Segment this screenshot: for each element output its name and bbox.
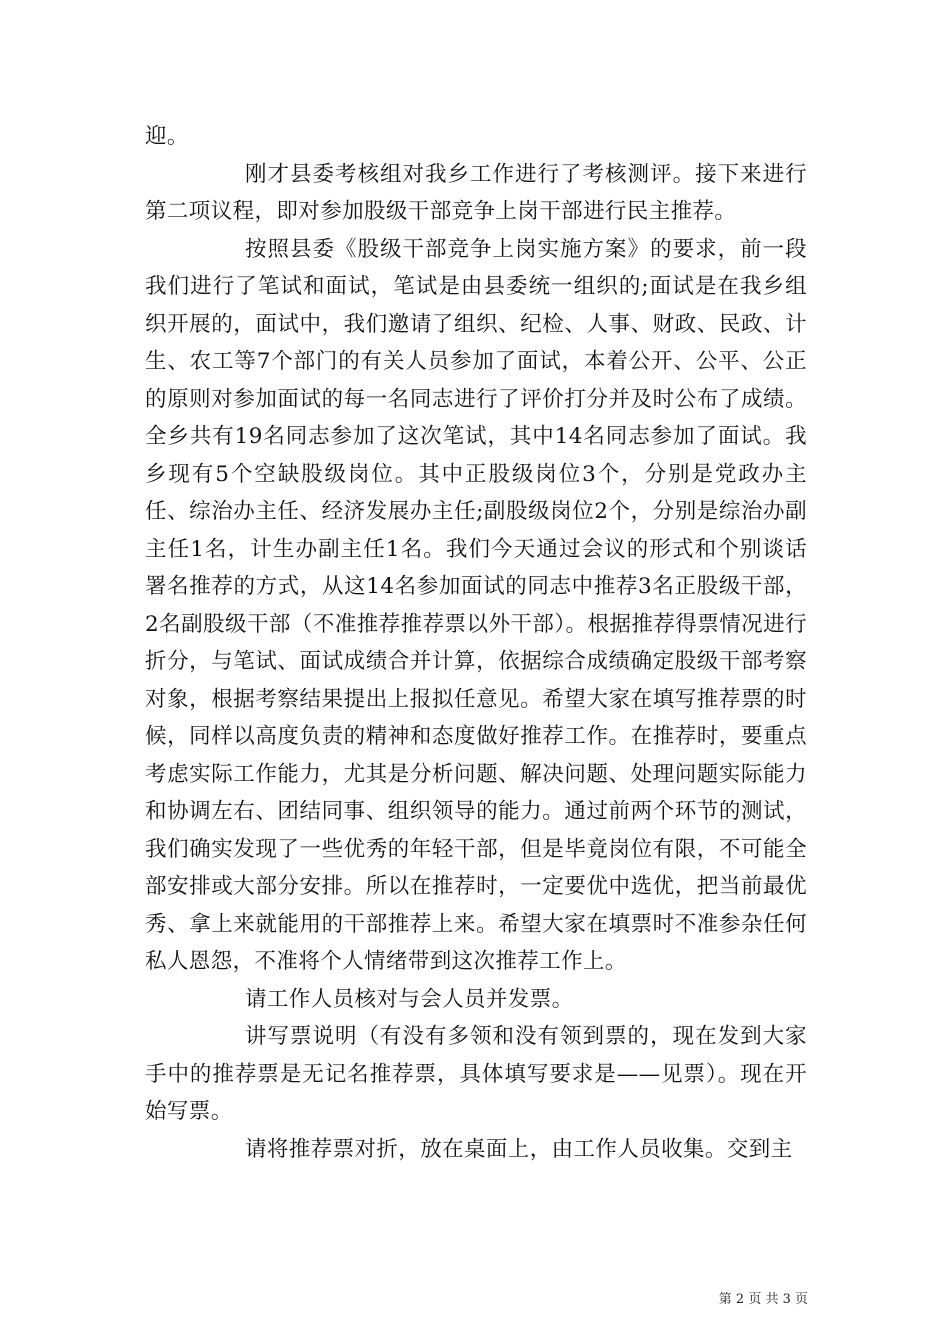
paragraph-voting-instructions: 讲写票说明（有没有多领和没有领到票的，现在发到大家手中的推荐票是无记名推荐票，具体填写要求是——见票）。现在开始写票。 bbox=[145, 1024, 807, 1124]
page-number-footer: 第 2 页 共 3 页 bbox=[718, 1292, 808, 1307]
document-body bbox=[145, 118, 807, 1168]
paragraph-continuation: 迎。 bbox=[145, 124, 189, 149]
paragraph-ballot-collection: 请将推荐票对折，放在桌面上，由工作人员收集。交到主 bbox=[245, 1136, 793, 1162]
paragraph-recommendation-details: 按照县委《股级干部竞争上岗实施方案》的要求，前一段我们进行了笔试和面试，笔试是由县委统一组织的;面试是在我乡组织开展的，面试中，我们邀请了组织、纪检、人事、财政、民政、计生、农工等7个部门的有关人员参加了面试，本着公开、公平、公正的原则对参加面试的每一名同志进行了评价打分并及时公布了成绩。全乡共有19名同志参加了这次笔试，其中14名同志参加了面试。我乡现有5个空缺股级岗位。其中正股级岗位3个，分别是党政办主任、综治办主任、经济发展办主任;副股级岗位2个，分别是综治办副主任1名，计生办副主任1名。我们今天通过会议的形式和个别谈话署名推荐的方式，从这14名参加面试的同志中推荐3名正股级干部，2名副股级干部（不准推荐推荐票以外干部）。根据推荐得票情况进行折分，与笔试、面试成绩合并计算，依据综合成绩确定股级干部考察对象，根据考察结果提出上报拟任意见。希望大家在填写推荐票的时候，同样以高度负责的精神和态度做好推荐工作。在推荐时，要重点考虑实际工作能力，尤其是分析问题、解决问题、处理问题实际能力和协调左右、团结同事、组织领导的能力。通过前两个环节的测试，我们确实发现了一些优秀的年轻干部，但是毕竟岗位有限，不可能全部安排或大部分安排。所以在推荐时，一定要优中选优，把当前最优秀、拿上来就能用的干部推荐上来。希望大家在填票时不准参杂任何私人恩怨，不准将个人情绪带到这次推荐工作上。 bbox=[145, 236, 807, 974]
paragraph-ballot-distribution: 请工作人员核对与会人员并发票。 bbox=[245, 986, 574, 1012]
paragraph-agenda-transition: 刚才县委考核组对我乡工作进行了考核测评。接下来进行第二项议程，即对参加股级干部竞争上岗干部进行民主推荐。 bbox=[145, 161, 807, 224]
